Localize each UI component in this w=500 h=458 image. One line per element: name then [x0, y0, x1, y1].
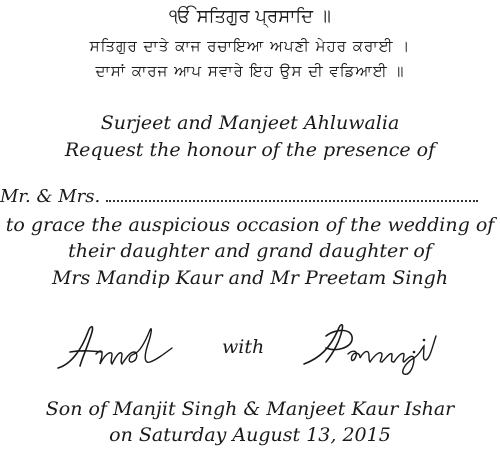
invocation-line-3: ਦਾਸਾਂ ਕਾਰਜ ਆਪ ਸਵਾਰੇ ਇਹ ਉਸ ਦੀ ਵਡਿਆਈ ॥ — [95, 62, 405, 80]
occasion-line: to grace the auspicious occasion of the wedding of — [5, 214, 495, 236]
wedding-date: on Saturday August 13, 2015 — [109, 424, 391, 446]
request-line: Request the honour of the presence of — [64, 139, 436, 161]
guest-name-blank — [106, 199, 478, 202]
guest-prefix: Mr. & Mrs. — [0, 186, 101, 207]
guest-line — [0, 186, 500, 207]
hosts-names: Surjeet and Manjeet Ahluwalia — [100, 112, 400, 134]
invocation-line-2: ਸਤਿਗੁਰ ਦਾਤੇ ਕਾਜ ਰਚਾਇਆ ਅਪਣੀ ਮੇਹਰ ਕਰਾਈ । — [89, 37, 411, 55]
relation-line: their daughter and grand daughter of — [68, 240, 432, 262]
couple-joiner: with — [222, 336, 265, 358]
bride-name-calligraphy — [52, 318, 182, 374]
invocation-line-1: ੴ ਸਤਿਗੁਰ ਪ੍ਰਸਾਦਿ ॥ — [169, 6, 331, 27]
groom-name-calligraphy — [296, 318, 446, 378]
grandparents-line: Mrs Mandip Kaur and Mr Preetam Singh — [51, 267, 449, 289]
groom-parents-line: Son of Manjit Singh & Manjeet Kaur Ishar — [45, 398, 455, 420]
